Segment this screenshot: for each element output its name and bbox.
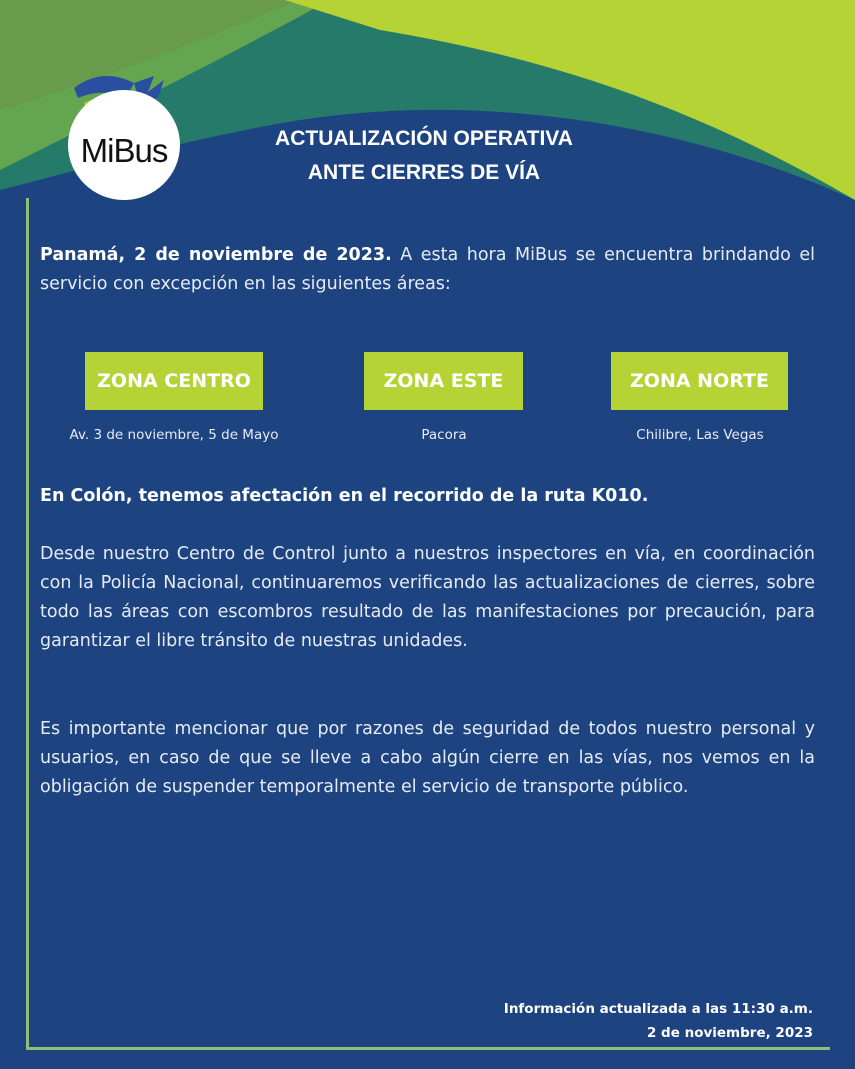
zone-este-badge: ZONA ESTE bbox=[364, 352, 523, 410]
mibus-logo: MiBus bbox=[64, 68, 184, 200]
frame-border-bottom bbox=[26, 1047, 830, 1050]
page-title: ACTUALIZACIÓN OPERATIVA ANTE CIERRES DE VÍA bbox=[275, 127, 573, 184]
update-footer: Información actualizada a las 11:30 a.m. 2 de noviembre, 2023 bbox=[503, 1001, 813, 1041]
colon-notice: En Colón, tenemos afectación en el recorrido de la ruta K010. bbox=[40, 486, 649, 506]
zone-este-areas: Pacora bbox=[421, 427, 467, 443]
zone-norte-areas: Chilibre, Las Vegas bbox=[636, 427, 764, 443]
intro-paragraph: Panamá, 2 de noviembre de 2023. A esta hora MiBus se encuentra brindando el servicio con excepción en las siguientes áreas: bbox=[40, 245, 815, 294]
control-center-paragraph: Desde nuestro Centro de Control junto a nuestros inspectores en vía, en coordinación con la Policía Nacional, continuaremos verificando las actualizaciones de cierres, sobre todo las áreas con escombros resultado de las manifestaciones por precaución, para garantizar el libre tránsito de nuestras unidades. bbox=[40, 544, 815, 651]
frame-border-left bbox=[26, 198, 29, 1050]
zone-centro-badge: ZONA CENTRO bbox=[85, 352, 263, 410]
zone-norte-badge: ZONA NORTE bbox=[611, 352, 788, 410]
zone-centro-areas: Av. 3 de noviembre, 5 de Mayo bbox=[69, 427, 279, 443]
safety-paragraph: Es importante mencionar que por razones de seguridad de todos nuestro personal y usuarios, en caso de que se lleve a cabo algún cierre en las vías, nos vemos en la obligación de suspender temporalmente el servicio de transporte público. bbox=[40, 719, 815, 797]
